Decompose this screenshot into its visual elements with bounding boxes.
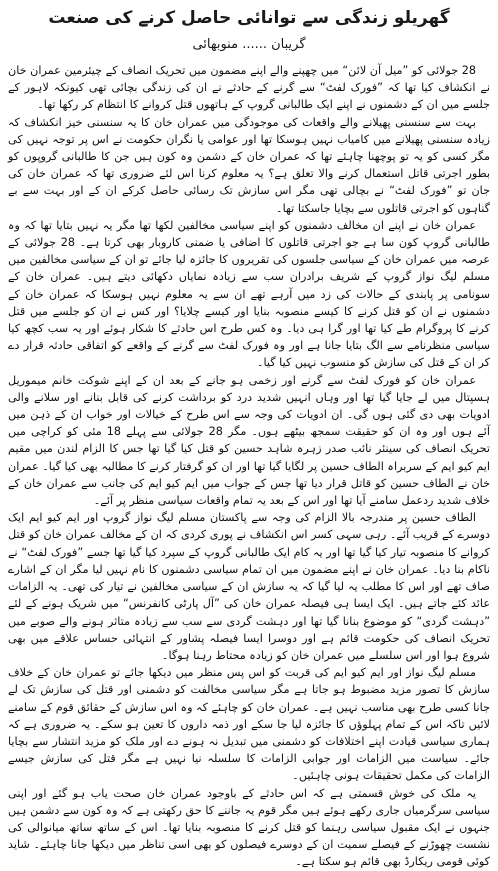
article-paragraph: الطاف حسین پر مندرجہ بالا الزام کی وجہ سے پاکستان مسلم لیگ نواز گروپ اور ایم کیو ایم ایک دوسرے کے قریب آئے۔ رہی سہی کسر اس انکشاف نے پوری کردی کہ ان کے مخالف عمران خان کو قتل کروانے کا منصوبہ تیار کیا گیا تھا اور یہ کام ایک طالبانی گروپ کے سپرد کیا گیا تھا جسے ”فورک لفٹ“ نے ناکام بنا دیا۔ عمران خان نے اپنے مضمون میں ان تمام سیاسی دشمنوں کا نام نہیں لیا مگر ان کے اشارے صاف تھے اور اس کا مطلب یہ لیا گیا کہ یہ سازش ان کے سیاسی مخالفین نے تیار کی تھی۔ یہ الزامات عائد کئے جاتے ہیں۔ ایک ایسا ہی فیصلہ عمران خان کی ”آل پارٹی کانفرنس“ میں شریک ہونے کے لئے ”دہشت گردی“ کو موضوع بنانا گیا تھا اور دہشت گردی سے سب سے زیادہ متاثر ہونے والے صوبے میں تحریک انصاف کی حکومت قائم ہے اور دوسرا ایسا فیصلہ پشاور کے انتہائی حساس علاقے میں بھی شروع ہوا اور اس سلسلے میں عمران خان کو زیادہ محتاط رہنا ہوگا۔ bbox=[8, 511, 490, 662]
article-headline: گھریلو زندگی سے توانائی حاصل کرنے کی صنعت bbox=[48, 8, 450, 28]
article-paragraph: مسلم لیگ نواز اور ایم کیو ایم کی قربت کو اس پس منظر میں دیکھا جائے تو عمران خان کے خلاف سازش کا تصور مزید مضبوط ہو جاتا ہے مگر سیاسی مخالفت کو دشمنی اور قتل کی سازش تک لے جانا کسی طرح بھی مناسب نہیں ہے۔ عمران خان کو چاہئے کہ وہ اس سازش کے حقائق قوم کے سامنے لائیں تاکہ اس کے تمام پہلوؤں کا جائزہ لیا جا سکے اور ذمہ داروں کا تعین ہو سکے۔ یہ ضروری ہے کہ ہماری سیاسی قیادت اپنے اختلافات کو دشمنی میں تبدیل نہ ہونے دے اور ملک کو مزید انتشار سے بچایا جائے۔ سیاست میں الزامات اور جوابی الزامات کا سلسلہ نیا نہیں ہے مگر قتل کی سازش جیسے الزامات کی مکمل تحقیقات ہونی چاہئیں۔ bbox=[8, 666, 490, 783]
article-body bbox=[8, 62, 490, 871]
article-byline: گریبان ...... منوبھائی bbox=[192, 37, 306, 52]
article-paragraph: عمران خان کو فورک لفٹ سے گرنے اور زخمی ہو جانے کے بعد ان کے اپنے شوکت خانم میموریل ہسپتال میں لے جایا گیا تھا اور وہاں انہیں شدید درد کو برداشت کرنے کی قابل بنانے اور سلانے والی ادویات بھی دی گئی ہوں گی۔ ان ادویات کی وجہ سے اس طرح کے خیالات اور خواب ان کے ذہن میں آئے ہوں اور وہ ان کو حقیقت سمجھ بیٹھے ہوں۔ مگر 28 جولائی سے پہلے 18 مئی کو کراچی میں تحریک انصاف کی سینئر نائب صدر زہرہ شاہد حسین کو قتل کیا گیا تھا جس کا الزام لندن میں مقیم ایم کیو ایم کے سربراہ الطاف حسین پر لگایا گیا تھا اور ان کو گرفتار کرنے کا مطالبہ بھی کیا گیا۔ عمران خان نے الطاف حسین کو قاتل قرار دیا تھا جس کے جواب میں ایم کیو ایم کی جانب سے عمران خان کے خلاف شدید ردعمل سامنے آیا تھا اور اس کے بعد یہ تمام واقعات سیاسی منظر پر آئے۔ bbox=[8, 373, 490, 508]
article-paragraph: 28 جولائی کو ”میل آن لائن“ میں چھپنے والے اپنے مضمون میں تحریک انصاف کے چیئرمین عمران خان نے انکشاف کیا تھا کہ ”فورک لفٹ“ سے گرنے کے حادثے نے ان کی زندگی بچائی تھی کیونکہ لاہور کے جلسے میں ان کے دشمنوں نے اپنے ایک طالبانی گروپ کے ہاتھوں قتل کروانے کا انتظام کر رکھا تھا۔ bbox=[8, 64, 490, 112]
article-paragraph: عمران خان نے اپنے ان مخالف دشمنوں کو اپنے سیاسی مخالفین لکھا تھا مگر یہ نہیں بتایا تھا کہ وہ طالبانی گروپ کون سا ہے جو اجرتی قاتلوں کا اضافی یا ضمنی کاروبار بھی کرتا ہے۔ 28 جولائی کے عرصہ میں عمران خان کے سیاسی جلسوں کی تقریروں کا جائزہ لیا جائے تو ان کے سیاسی مخالفین میں مسلم لیگ نواز گروپ کے شریف برادران سب سے زیادہ نمایاں دکھائی دیتے ہیں۔ عمران خان کے سونامی پر پابندی کے حالات کی زد میں آرہے تھے ان سے یہ معلوم نہیں ہوسکا کہ عمران خان کے دشمنوں نے ان کو قتل کرنے کا کیسے منصوبہ بنایا اور کیسے چلایا؟ اور کس نے ان کو جلسے میں قتل کرنے کا پروگرام طے کیا تھا اور گرا ہی دیا۔ وہ کس طرح اس حادثے کا شکار ہوئے اور یہ سب کچھ کیا سیاسی منظرنامے سے الگ بتایا جانا ہے اور وہ فورک لفٹ سے گرنے کے واقعے کو اتفاقی حادثہ قرار دے کر ان کے قتل کی سازش کو منسوب نہیں کیا گیا۔ bbox=[8, 218, 490, 370]
article-paragraph: یہ ملک کی خوش قسمتی ہے کہ اس حادثے کے باوجود عمران خان صحت یاب ہو گئے اور اپنی سیاسی سرگرمیاں جاری رکھے ہوئے ہیں مگر قوم یہ جاننے کا حق رکھتی ہے کہ وہ کون سے دشمن ہیں جنہوں نے ایک مقبول سیاسی رہنما کو قتل کرنے کا منصوبہ بنایا تھا۔ اس کے ساتھ ساتھ میانوالی کی نشست چھوڑنے کے فیصلے سمیت ان کے دوسرے فیصلوں کو بھی اسی تناظر میں دیکھا جانا چاہئے۔ شاید کوئی قومی ریکارڈ بھی قائم ہو سکتا ہے۔ bbox=[8, 786, 490, 869]
article-paragraph: بہت سے سنسنی پھیلانے والے واقعات کی موجودگی میں عمران خان کا یہ سنسنی خیز انکشاف کہ زیادہ سنسنی پھیلانے میں کامیاب نہیں ہوسکا تھا اور عوامی یا نگران حکومت نے اس پر توجہ نہیں کی مگر کسی کو یہ تو پوچھنا چاہئے تھا کہ عمران خان کے دشمن وہ کون ہیں جن کا طالبانی گروپوں کو بطور اجرتی قاتل استعمال کرنے والا تعلق ہے؟ یہ معلوم کرنا اس لئے ضروری تھا کہ عمران خان کی جان تو ”فورک لفٹ“ نے بچالی تھی مگر اس سازش تک رسائی حاصل کرکے ان کے اور بہت سے بے گناہوں کو اجرتی قاتلوں سے بچایا جاسکتا تھا۔ bbox=[8, 115, 490, 215]
